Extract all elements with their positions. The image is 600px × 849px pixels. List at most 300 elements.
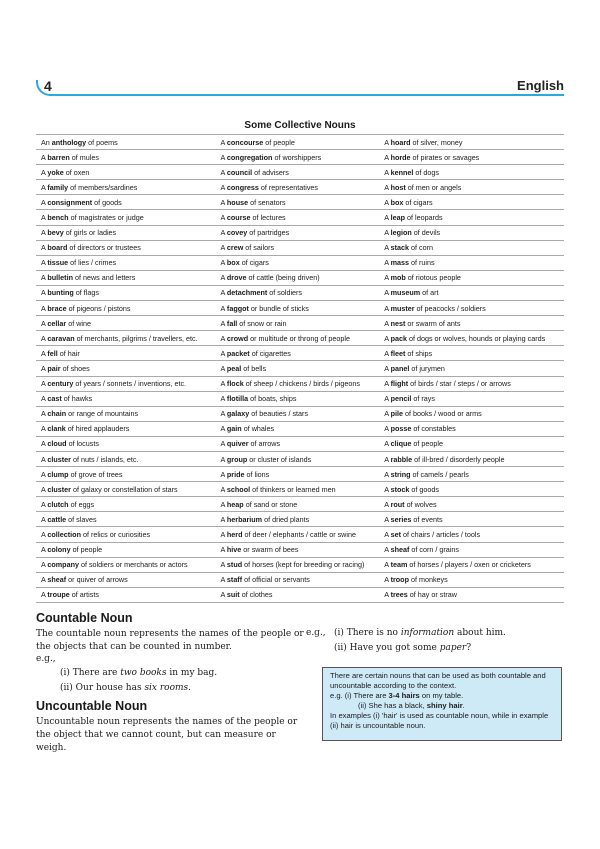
collective-noun: hive — [226, 545, 242, 555]
cell-text: of riotous people — [405, 273, 461, 283]
table-cell — [216, 285, 380, 300]
table-cell — [36, 255, 216, 270]
cell-text: A — [220, 152, 227, 162]
cell-text: or swarm of bees — [241, 545, 299, 555]
table-cell — [216, 210, 380, 225]
cell-text: of hair — [57, 348, 80, 358]
cell-text: A — [41, 454, 48, 464]
cell-text: of corn — [408, 243, 433, 253]
table-cell — [379, 391, 564, 406]
table-cell — [216, 542, 380, 557]
table-cell — [36, 587, 216, 602]
cell-text: of whales — [241, 424, 275, 434]
cell-text: A — [384, 545, 391, 555]
cell-text: A — [384, 167, 391, 177]
collective-noun: stock — [390, 484, 410, 494]
cell-text: A — [384, 303, 391, 313]
table-cell — [36, 467, 216, 482]
collective-noun: pair — [47, 363, 61, 373]
cell-text: A — [384, 228, 391, 238]
countable-noun-heading: Countable Noun — [36, 611, 133, 625]
cell-text: or multitude or throng of people — [248, 333, 350, 343]
collective-noun: gain — [226, 424, 242, 434]
table-row — [36, 255, 564, 270]
cell-text: of hired applauders — [65, 424, 130, 434]
collective-noun: leap — [390, 213, 405, 223]
cell-text: of mules — [69, 152, 99, 162]
collective-noun: course — [226, 213, 251, 223]
table-row — [36, 361, 564, 376]
collective-noun: crowd — [226, 333, 249, 343]
collective-noun: mob — [390, 273, 406, 283]
cell-text: of cigars — [403, 197, 433, 207]
cell-text: of advisers — [252, 167, 289, 177]
example-text: in my bag. — [166, 668, 218, 678]
cell-text: of soldiers or merchants or actors — [78, 560, 188, 570]
cell-text: A — [41, 529, 48, 539]
table-row — [36, 451, 564, 466]
collective-noun: cast — [47, 394, 62, 404]
collective-noun: bench — [47, 213, 69, 223]
page-number: 4 — [44, 78, 52, 94]
cell-text: of poems — [86, 137, 118, 147]
cell-text: of hawks — [61, 394, 93, 404]
table-row — [36, 527, 564, 542]
table-cell — [36, 225, 216, 240]
collective-noun: covey — [226, 228, 248, 238]
cell-text: A — [220, 499, 227, 509]
collective-noun: cluster — [47, 484, 71, 494]
table-cell — [36, 270, 216, 285]
collective-noun: century — [47, 379, 74, 389]
collective-noun: flock — [226, 379, 244, 389]
table-cell — [379, 587, 564, 602]
table-cell — [216, 346, 380, 361]
collective-noun: troop — [390, 575, 409, 585]
table-cell — [36, 451, 216, 466]
table-cell — [36, 210, 216, 225]
table-cell — [379, 527, 564, 542]
cell-text: A — [220, 529, 227, 539]
table-cell — [216, 391, 380, 406]
cell-text: A — [384, 333, 391, 343]
cell-text: of pirates or savages — [410, 152, 480, 162]
note-text: . — [462, 701, 465, 710]
collective-noun: suit — [226, 590, 240, 600]
cell-text: A — [220, 197, 227, 207]
cell-text: A — [220, 439, 227, 449]
collective-noun: detachment — [226, 288, 268, 298]
cell-text: A — [384, 379, 391, 389]
cell-text: of ill-bred / disorderly people — [412, 454, 505, 464]
cell-text: or cluster of islands — [247, 454, 312, 464]
collective-noun: company — [47, 560, 79, 570]
cell-text: of wine — [66, 318, 91, 328]
table-cell — [216, 451, 380, 466]
cell-text: A — [384, 182, 391, 192]
example-text: (ii) Have you got some — [334, 643, 440, 653]
cell-text: A — [384, 575, 391, 585]
collective-noun: flight — [390, 379, 409, 389]
table-cell — [36, 436, 216, 451]
table-cell — [216, 557, 380, 572]
table-title: Some Collective Nouns — [244, 120, 356, 131]
table-cell — [216, 316, 380, 331]
collective-noun: set — [390, 529, 401, 539]
cell-text: of ships — [405, 348, 433, 358]
table-row — [36, 346, 564, 361]
cell-text: A — [220, 303, 227, 313]
cell-text: A — [41, 424, 48, 434]
cell-text: A — [384, 424, 391, 434]
cell-text: of birds / star / steps / or arrows — [408, 379, 511, 389]
cell-text: A — [41, 363, 48, 373]
table-cell — [36, 557, 216, 572]
cell-text: of books / wood or arms — [402, 409, 482, 419]
table-row — [36, 482, 564, 497]
table-cell — [216, 512, 380, 527]
uncountable-eg-label: e.g., — [306, 628, 326, 638]
table-cell — [379, 376, 564, 391]
cell-text: of sailors — [243, 243, 275, 253]
table-cell — [379, 497, 564, 512]
cell-text: A — [41, 394, 48, 404]
note-emphasis: shiny hair — [426, 701, 463, 710]
table-cell — [36, 497, 216, 512]
cell-text: of partridges — [247, 228, 290, 238]
cell-text: of dried plants — [262, 514, 310, 524]
countable-example-2 — [60, 683, 191, 693]
table-row — [36, 165, 564, 180]
table-cell — [379, 225, 564, 240]
table-cell — [379, 165, 564, 180]
table-cell — [216, 482, 380, 497]
cell-text: A — [220, 273, 227, 283]
table-cell — [379, 195, 564, 210]
collective-noun: team — [390, 560, 408, 570]
cell-text: of sand or stone — [243, 499, 298, 509]
collective-noun: bulletin — [47, 273, 73, 283]
example-text: ? — [466, 643, 472, 653]
table-row — [36, 270, 564, 285]
cell-text: of jurymen — [409, 363, 445, 373]
cell-text: A — [41, 439, 48, 449]
table-row — [36, 557, 564, 572]
cell-text: of worshippers — [272, 152, 322, 162]
cell-text: A — [220, 514, 227, 524]
collective-noun: stack — [390, 243, 409, 253]
cell-text: of years / sonnets / inventions, etc. — [73, 379, 187, 389]
table-cell — [36, 150, 216, 165]
cell-text: of dogs or wolves, hounds or playing cards — [406, 333, 546, 343]
table-cell — [379, 512, 564, 527]
header-rule — [50, 94, 564, 96]
table-cell — [216, 406, 380, 421]
cell-text: of snow or rain — [237, 318, 287, 328]
table-cell — [36, 285, 216, 300]
table-cell — [216, 467, 380, 482]
table-cell — [36, 512, 216, 527]
table-cell — [36, 527, 216, 542]
cell-text: A — [384, 363, 391, 373]
table-cell — [216, 225, 380, 240]
table-cell — [379, 557, 564, 572]
cell-text: of rays — [411, 394, 435, 404]
collective-noun: panel — [390, 363, 410, 373]
collective-noun: brace — [47, 303, 67, 313]
cell-text: A — [220, 560, 227, 570]
example-text: . — [188, 683, 192, 693]
table-row — [36, 587, 564, 602]
cell-text: of soldiers — [267, 288, 303, 298]
table-cell — [379, 361, 564, 376]
table-cell — [216, 436, 380, 451]
cell-text: of goods — [92, 197, 122, 207]
cell-text: of goods — [409, 484, 439, 494]
collective-noun: anthology — [51, 137, 87, 147]
cell-text: A — [41, 379, 48, 389]
cell-text: of lectures — [250, 213, 286, 223]
collective-noun: pride — [226, 469, 245, 479]
cell-text: A — [41, 258, 48, 268]
cell-text: of dogs — [413, 167, 439, 177]
collective-noun: host — [390, 182, 406, 192]
cell-text: of news and letters — [72, 273, 136, 283]
cell-text: of clothes — [239, 590, 273, 600]
table-cell — [36, 135, 216, 150]
collective-noun: rabble — [390, 454, 413, 464]
cell-text: A — [220, 288, 227, 298]
cell-text: A — [220, 469, 227, 479]
collective-noun: drove — [226, 273, 247, 283]
table-row — [36, 210, 564, 225]
note-line-1: There are certain nouns that can be used as both countable and uncountable according to the context. — [330, 671, 546, 690]
table-cell — [216, 376, 380, 391]
note-line-4: In examples (i) 'hair' is used as countable noun, while in example (ii) hair is uncountable noun. — [330, 711, 549, 730]
book-title: English — [517, 78, 564, 93]
table-cell — [379, 240, 564, 255]
table-cell — [379, 180, 564, 195]
cell-text: A — [220, 213, 227, 223]
collective-noun: herbarium — [226, 514, 263, 524]
collective-noun: troupe — [47, 590, 70, 600]
cell-text: of monkeys — [408, 575, 448, 585]
cell-text: of grove of trees — [68, 469, 123, 479]
cell-text: A — [41, 514, 48, 524]
cell-text: of artists — [69, 590, 99, 600]
table-row — [36, 195, 564, 210]
collective-noun: caravan — [47, 333, 75, 343]
uncountable-example-2 — [334, 643, 471, 653]
cell-text: A — [384, 288, 391, 298]
cell-text: of pigeons / pistons — [66, 303, 131, 313]
table-row — [36, 285, 564, 300]
cell-text: or range of mountains — [66, 409, 139, 419]
table-cell — [36, 195, 216, 210]
countable-eg-label: e.g., — [36, 654, 56, 664]
cell-text: A — [384, 243, 391, 253]
cell-text: of beauties / stars — [249, 409, 309, 419]
collective-noun: museum — [390, 288, 421, 298]
cell-text: A — [384, 439, 391, 449]
table-cell — [36, 165, 216, 180]
collective-noun: sheaf — [390, 545, 410, 555]
collective-noun: bunting — [47, 288, 74, 298]
cell-text: A — [384, 499, 391, 509]
cell-text: A — [220, 137, 227, 147]
cell-text: A — [41, 469, 48, 479]
collective-noun: series — [390, 514, 412, 524]
uncountable-example-1 — [334, 628, 506, 638]
table-cell — [216, 421, 380, 436]
cell-text: A — [41, 333, 48, 343]
note-line-2 — [330, 691, 554, 701]
cell-text: of arrows — [248, 439, 281, 449]
cell-text: of events — [411, 514, 443, 524]
table-cell — [36, 376, 216, 391]
cell-text: A — [220, 454, 227, 464]
table-cell — [36, 180, 216, 195]
collective-noun: clank — [47, 424, 66, 434]
cell-text: of people — [411, 439, 443, 449]
collective-noun: school — [226, 484, 251, 494]
cell-text: of cattle (being driven) — [246, 273, 320, 283]
cell-text: A — [41, 197, 48, 207]
collective-noun: packet — [226, 348, 250, 358]
table-cell — [36, 361, 216, 376]
cell-text: A — [384, 560, 391, 570]
cell-text: of horses / players / oxen or cricketers — [407, 560, 531, 570]
cell-text: A — [220, 424, 227, 434]
collective-noun: clutch — [47, 499, 69, 509]
collective-noun: heap — [226, 499, 244, 509]
cell-text: of hay or straw — [407, 590, 457, 600]
table-cell — [36, 301, 216, 316]
table-cell — [36, 482, 216, 497]
cell-text: A — [384, 318, 391, 328]
cell-text: of deer / elephants / cattle or swine — [242, 529, 356, 539]
cell-text: A — [41, 243, 48, 253]
cell-text: of silver, money — [410, 137, 463, 147]
cell-text: or swarm of ants — [405, 318, 461, 328]
collective-noun: pile — [390, 409, 403, 419]
cell-text: A — [384, 258, 391, 268]
cell-text: A — [384, 348, 391, 358]
cell-text: A — [41, 318, 48, 328]
table-cell — [379, 346, 564, 361]
table-cell — [216, 270, 380, 285]
cell-text: A — [220, 243, 227, 253]
table-row — [36, 572, 564, 587]
example-emphasis: information — [400, 628, 455, 638]
collective-noun: clump — [47, 469, 69, 479]
collective-noun: concourse — [226, 137, 264, 147]
cell-text: A — [41, 167, 48, 177]
cell-text: A — [41, 303, 48, 313]
collective-noun: colony — [47, 545, 71, 555]
cell-text: of oxen — [63, 167, 90, 177]
table-row — [36, 391, 564, 406]
table-cell — [379, 467, 564, 482]
cell-text: A — [384, 273, 391, 283]
collective-noun: fleet — [390, 348, 406, 358]
table-row — [36, 406, 564, 421]
cell-text: A — [220, 484, 227, 494]
cell-text: of sheep / chickens / birds / pigeons — [243, 379, 360, 389]
table-cell — [216, 331, 380, 346]
cell-text: of chairs / articles / tools — [400, 529, 481, 539]
cell-text: of wolves — [404, 499, 437, 509]
table-cell — [216, 255, 380, 270]
uncountable-noun-definition: Uncountable noun represents the names of the people or the object that we cannot count, but can measure or weigh. — [36, 717, 298, 753]
cell-text: A — [220, 333, 227, 343]
cell-text: A — [220, 182, 227, 192]
cell-text: A — [220, 575, 227, 585]
cell-text: of ruins — [408, 258, 435, 268]
table-cell — [379, 285, 564, 300]
table-cell — [216, 135, 380, 150]
table-cell — [379, 482, 564, 497]
example-text: about him. — [454, 628, 506, 638]
cell-text: of camels / pearls — [410, 469, 469, 479]
collective-noun: house — [226, 197, 249, 207]
collective-noun: cellar — [47, 318, 67, 328]
collective-noun: clique — [390, 439, 412, 449]
collective-noun: cloud — [47, 439, 67, 449]
collective-noun: flotilla — [226, 394, 249, 404]
collective-nouns-table-body — [36, 135, 564, 603]
collective-noun: kennel — [390, 167, 414, 177]
collective-noun: crew — [226, 243, 244, 253]
collective-noun: board — [47, 243, 68, 253]
cell-text: of horses (kept for breeding or racing) — [242, 560, 365, 570]
cell-text: of lions — [244, 469, 270, 479]
cell-text: A — [384, 469, 391, 479]
table-cell — [379, 542, 564, 557]
table-cell — [379, 421, 564, 436]
cell-text: A — [384, 152, 391, 162]
table-cell — [216, 240, 380, 255]
cell-text: of people — [263, 137, 295, 147]
cell-text: of bells — [241, 363, 267, 373]
note-text: on my table. — [419, 691, 464, 700]
collective-noun: cluster — [47, 454, 71, 464]
cell-text: A — [384, 454, 391, 464]
example-emphasis: two books — [120, 668, 167, 678]
cell-text: A — [220, 409, 227, 419]
cell-text: of galaxy or constellation of stars — [70, 484, 178, 494]
table-cell — [379, 255, 564, 270]
table-row — [36, 376, 564, 391]
collective-noun: yoke — [47, 167, 64, 177]
cell-text: of leopards — [404, 213, 443, 223]
collective-noun: family — [47, 182, 69, 192]
cell-text: or quiver of arrows — [66, 575, 128, 585]
table-cell — [36, 346, 216, 361]
table-cell — [216, 165, 380, 180]
table-cell — [379, 135, 564, 150]
table-cell — [36, 240, 216, 255]
table-cell — [379, 436, 564, 451]
table-cell — [216, 150, 380, 165]
cell-text: A — [41, 484, 48, 494]
table-cell — [379, 316, 564, 331]
collective-noun: faggot — [226, 303, 249, 313]
note-text: e.g. (i) There are — [330, 691, 389, 700]
cell-text: A — [220, 318, 227, 328]
cell-text: of members/sardines — [68, 182, 138, 192]
collective-noun: posse — [390, 424, 412, 434]
